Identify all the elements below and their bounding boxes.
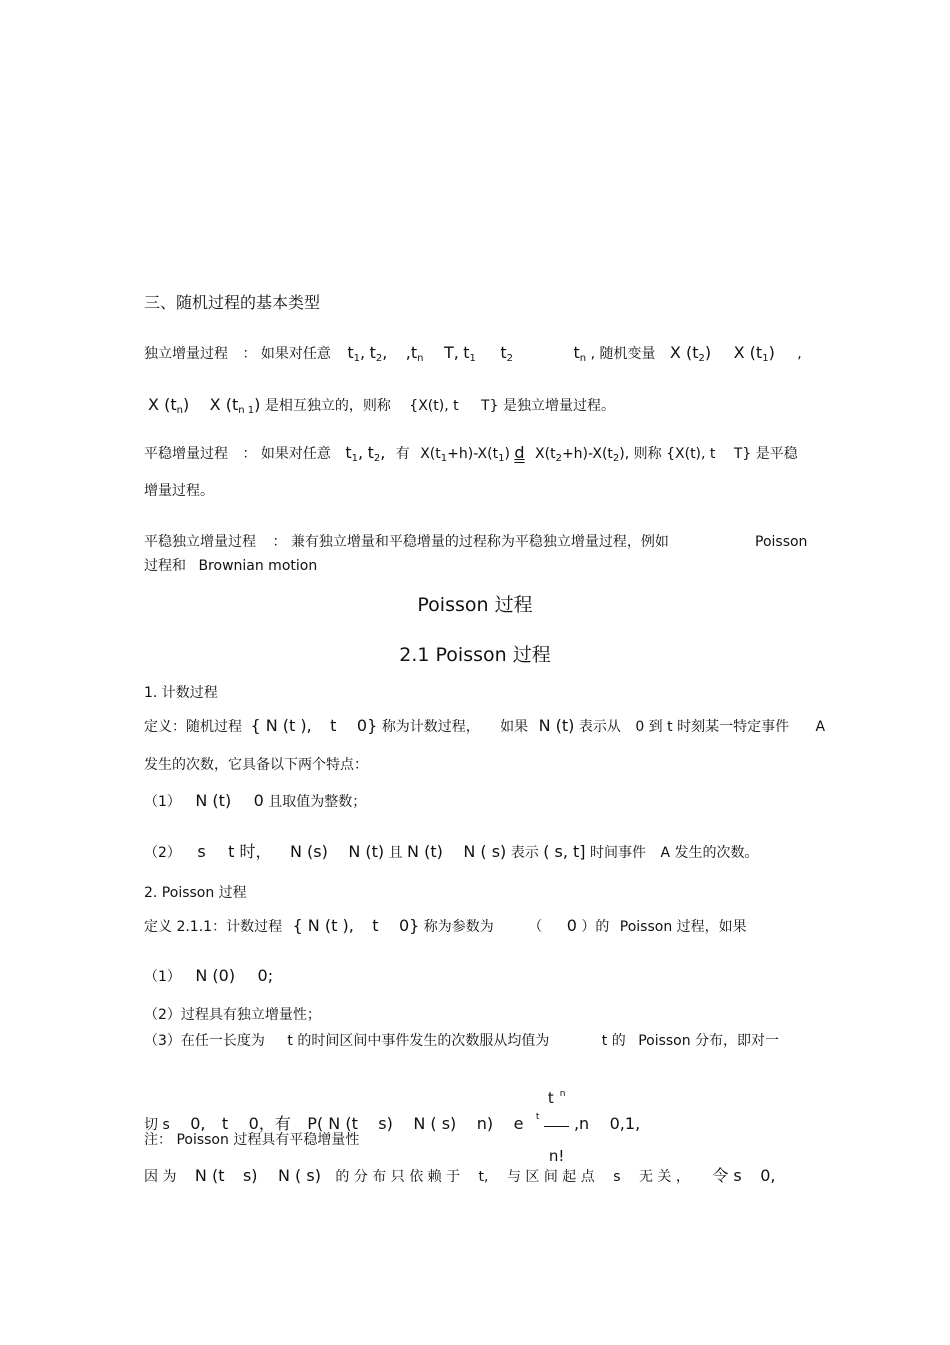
text: 切 s [144, 1117, 170, 1133]
math-prob: P( N (t [307, 1114, 358, 1133]
math-s: s) [242, 1166, 258, 1185]
text: 与 区 间 起 点 [506, 1169, 595, 1185]
text: 时间事件 [590, 845, 646, 861]
math-Xtn: X (tn) [148, 395, 190, 416]
math-zero: 0} [356, 716, 378, 735]
poisson-condition-1 [144, 967, 273, 986]
math-Nt: N (t) [407, 842, 443, 861]
math-A: A [660, 845, 671, 861]
math-zero: 0} [398, 916, 420, 935]
text: 无 关 ， [638, 1169, 690, 1185]
math-t1b: t1 [463, 343, 476, 364]
math-Nt: N (t) [195, 791, 232, 810]
fraction-denominator: n! [548, 1147, 565, 1165]
comma: , [797, 346, 802, 362]
math-t: t [330, 716, 337, 735]
counting-property-2 [144, 843, 758, 862]
math-set: {X(t), t [409, 398, 459, 414]
math-t2b: t2 [500, 343, 514, 364]
stat-increment-line2: 增量过程。 [144, 483, 214, 499]
math-Nt: N (t [194, 1166, 225, 1185]
text: 称为参数为 [423, 919, 494, 935]
item-poisson-process: 2. Poisson 过程 [144, 885, 247, 901]
text: 定义：随机过程 [144, 719, 242, 735]
math-set: { N (t ), [292, 916, 354, 935]
math-Xt1: X (t1) [733, 343, 775, 364]
text: t 的 [601, 1033, 626, 1049]
math-fraction [544, 1068, 570, 1182]
text: 表示 [510, 845, 539, 861]
stat-indep-line1 [144, 533, 669, 551]
math-A: A [815, 719, 826, 735]
math-t: t [221, 1114, 229, 1133]
text: 如果对任意 [260, 346, 331, 362]
indep-increment-line2 [148, 396, 615, 420]
text: 因 为 [144, 1169, 177, 1185]
math-set: { N (t ), [250, 716, 312, 735]
text: 是平稳 [755, 446, 798, 462]
math-zero: 0, [190, 1114, 206, 1133]
math-s: s) [378, 1114, 393, 1133]
math-Ns: N (s) [290, 842, 328, 861]
poisson-definition [144, 917, 747, 936]
math-tnb: tn [573, 343, 587, 364]
text: ）的 [581, 919, 610, 935]
math-zero: 0, [760, 1166, 776, 1185]
text: 的 分 布 只 依 赖 于 [335, 1169, 461, 1185]
math-T: T} [481, 398, 499, 414]
text: , 随机变量 [590, 346, 656, 362]
counting-definition-line2: 发生的次数，它具备以下两个特点： [144, 757, 368, 773]
math-n: n) [476, 1114, 494, 1133]
math-t: t 时， [228, 842, 272, 861]
text: Poisson 过程，如果 [619, 919, 747, 935]
term-label: 平稳增量过程 [144, 446, 228, 462]
item-number: （1） [144, 794, 181, 810]
math-t2: t2, [367, 443, 386, 464]
text: 称为计数过程， [381, 719, 480, 735]
poisson-word: Poisson [755, 534, 808, 550]
item-number: （1） [144, 969, 181, 985]
math-Ns: N ( s) [277, 1166, 321, 1185]
math-interval: ( s, t] [543, 842, 586, 861]
math-e: e [513, 1114, 524, 1133]
math-zero: 0 [566, 916, 577, 935]
math-expr1: X(t1+h)-X(t1) [420, 446, 510, 464]
math-n: ,n [573, 1114, 590, 1133]
text: 是相互独立的，则称 [264, 398, 391, 414]
math-expr2: X(t2+h)-X(t2), [535, 446, 630, 464]
math-Ns: N ( s) [413, 1114, 457, 1133]
text: 且取值为整数； [268, 794, 367, 810]
text: 如果对任意 [260, 446, 331, 462]
item-number: （2） [144, 845, 181, 861]
math-s: s [613, 1169, 621, 1185]
stat-indep-line2 [144, 557, 317, 575]
text: Poisson 分布，即对一 [638, 1033, 780, 1049]
math-t: t [372, 916, 379, 935]
math-Ns: N ( s) [463, 842, 507, 861]
math-T: T, [443, 343, 459, 362]
text: （3）在任一长度为 [144, 1033, 265, 1049]
colon: ： [242, 446, 257, 462]
text: 则称 [633, 446, 662, 462]
term-label: 平稳独立增量过程 [144, 534, 256, 550]
counting-definition [144, 717, 825, 736]
text: 如果 [500, 719, 529, 735]
math-zero: 0; [257, 966, 274, 985]
equal-in-distribution: d [514, 443, 525, 462]
text: 发生的次数。 [674, 845, 759, 861]
paren: （ [528, 919, 543, 935]
math-Xt2: X (t2) [669, 343, 712, 364]
text: 表示从 [578, 719, 621, 735]
math-tn: ,tn [405, 343, 424, 364]
because-line [144, 1167, 775, 1186]
text: 兼有独立增量和平稳增量的过程称为平稳独立增量过程，例如 [290, 534, 669, 550]
text: 过程和 [144, 558, 186, 574]
colon: ： [242, 346, 257, 362]
math-T: T} [733, 446, 752, 462]
poisson-condition-2: （2）过程具有独立增量性； [144, 1007, 321, 1023]
math-exponent: t [535, 1112, 540, 1122]
indep-increment-line1 [144, 344, 802, 368]
fraction-numerator: t n [544, 1068, 570, 1127]
text: 令 s [712, 1166, 742, 1185]
math-Nt: N (t) [538, 716, 575, 735]
counting-property-1 [144, 792, 366, 811]
term-label: 独立增量过程 [144, 346, 228, 362]
math-t1: t1, [347, 343, 366, 364]
math-values: 0,1, [609, 1114, 641, 1133]
heading-2-1: 2.1 Poisson 过程 [399, 644, 551, 666]
text: 0 到 t 时刻某一特定事件 [635, 719, 790, 735]
colon: ： [272, 534, 287, 550]
text: 有 [395, 446, 410, 462]
heading-poisson: Poisson 过程 [417, 594, 533, 616]
text: 定义 2.1.1：计数过程 [144, 919, 283, 935]
section-title: 三、随机过程的基本类型 [144, 293, 321, 312]
text: t 的时间区间中事件发生的次数服从均值为 [287, 1033, 550, 1049]
math-N0: N (0) [195, 966, 236, 985]
math-set: {X(t), t [666, 446, 716, 462]
text: 且 [388, 845, 403, 861]
note: 注： Poisson 过程具有平稳增量性 [144, 1132, 360, 1148]
poisson-condition-3 [144, 1032, 779, 1050]
math-zero: 0，有 [248, 1114, 291, 1133]
math-Nt: N (t) [348, 842, 385, 861]
text: 是独立增量过程。 [502, 398, 615, 414]
math-t1: t1, [345, 443, 364, 464]
math-s: s [197, 842, 206, 861]
text: Brownian motion [198, 558, 318, 574]
math-t2: t2, [369, 343, 388, 364]
item-counting-process: 1. 计数过程 [144, 685, 218, 701]
math-t: t, [478, 1169, 489, 1185]
math-Xtn1: X (tn 1) [209, 395, 261, 416]
stat-increment-line1 [144, 444, 798, 468]
math-zero: 0 [253, 791, 264, 810]
